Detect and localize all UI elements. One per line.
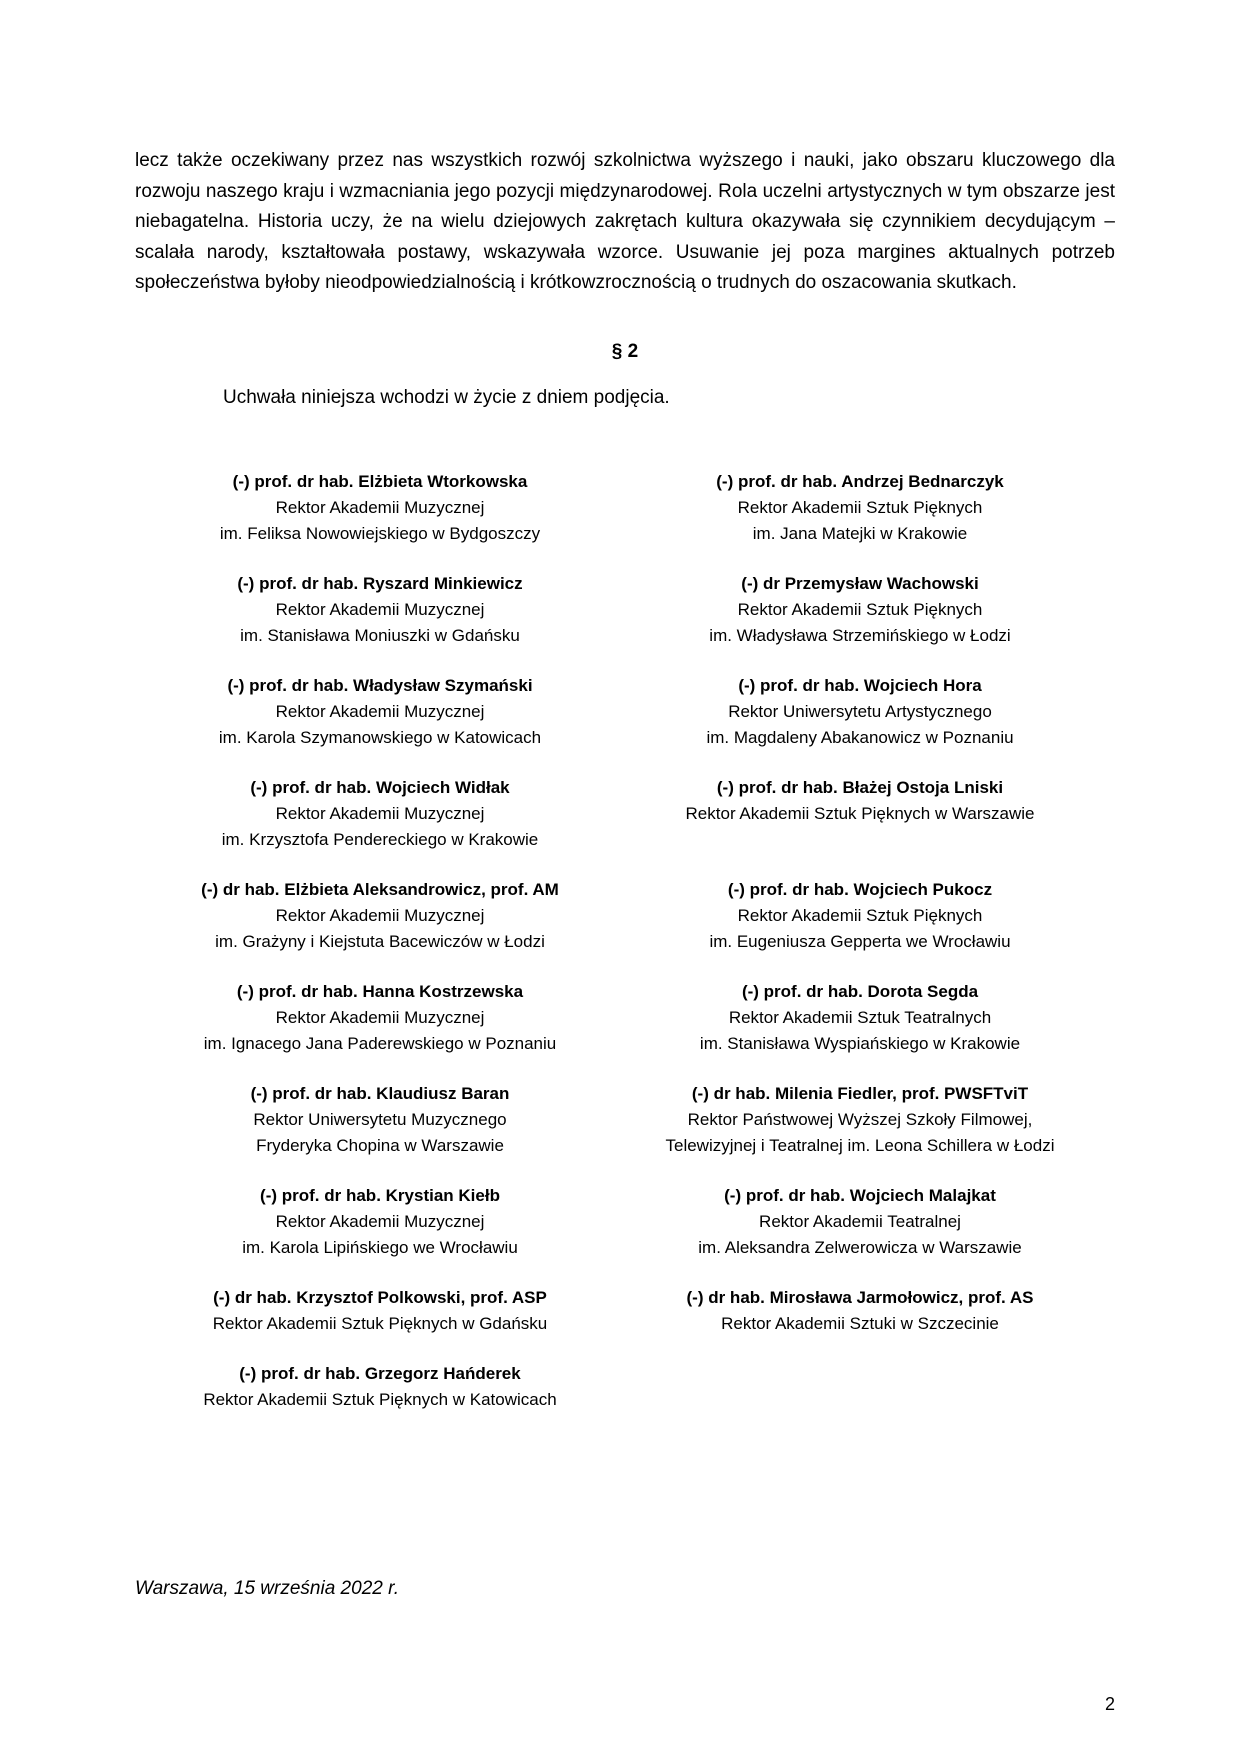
- signature-name: (-) prof. dr hab. Andrzej Bednarczyk: [716, 471, 1004, 491]
- signature-institution: im. Krzysztofa Pendereckiego w Krakowie: [221, 829, 539, 849]
- signature-title: Rektor Państwowej Wyższej Szkoły Filmowej,: [687, 1109, 1033, 1129]
- signature-institution: im. Stanisława Wyspiańskiego w Krakowie: [699, 1033, 1021, 1053]
- section-text: Uchwała niniejsza wchodzi w życie z dniem podjęcia.: [223, 386, 670, 408]
- signature-title: Rektor Akademii Teatralnej: [759, 1211, 961, 1231]
- signature-institution: im. Władysława Strzemińskiego w Łodzi: [709, 625, 1011, 645]
- signature-title: Rektor Uniwersytetu Artystycznego: [728, 701, 992, 721]
- signature-institution: im. Grażyny i Kiejstuta Bacewiczów w Łodzi: [215, 931, 545, 951]
- signature-block: [625, 571, 1115, 673]
- signature-title: Rektor Akademii Muzycznej: [275, 803, 485, 823]
- signature-block: [625, 979, 1115, 1081]
- signature-block: [625, 1285, 1115, 1361]
- signature-block: [135, 775, 625, 877]
- signature-institution: Telewizyjnej i Teatralnej im. Leona Schillera w Łodzi: [665, 1135, 1055, 1155]
- signature-institution: im. Eugeniusza Gepperta we Wrocławiu: [709, 931, 1011, 951]
- signature-title: Rektor Uniwersytetu Muzycznego: [253, 1109, 507, 1129]
- signature-name: (-) prof. dr hab. Wojciech Malajkat: [724, 1185, 996, 1205]
- signature-title: Rektor Akademii Sztuk Pięknych: [737, 497, 983, 517]
- signatures-grid: [135, 469, 1115, 1437]
- signature-name: (-) prof. dr hab. Dorota Segda: [741, 981, 979, 1001]
- signature-institution: im. Stanisława Moniuszki w Gdańsku: [240, 625, 520, 645]
- signature-institution: im. Jana Matejki w Krakowie: [752, 523, 968, 543]
- signature-block: [135, 571, 625, 673]
- signature-block: [135, 979, 625, 1081]
- signature-name: (-) prof. dr hab. Wojciech Pukocz: [727, 879, 993, 899]
- signature-title: Rektor Akademii Muzycznej: [275, 599, 485, 619]
- signature-name: (-) prof. dr hab. Hanna Kostrzewska: [236, 981, 524, 1001]
- signature-institution: Rektor Akademii Sztuki w Szczecinie: [721, 1313, 999, 1333]
- body-paragraph: lecz także oczekiwany przez nas wszystkich rozwój szkolnictwa wyższego i nauki, jako obszaru kluczowego dla rozwoju naszego kraju i wzmacniania jego pozycji międzynarodowej. Rola uczelni artystycznych w tym obszarze jest niebagatelna. Historia uczy, że na wielu dziejowych zakrętach kultura okazywała się czynnikiem decydującym – scalała narody, kształtowała postawy, wskazywała wzorce. Usuwanie jej poza margines aktualnych potrzeb społeczeństwa byłoby nieodpowiedzialnością i krótkowzrocznością o trudnych do oszacowania skutkach.: [135, 150, 1115, 293]
- signature-name: (-) prof. dr hab. Błażej Ostoja Lniski: [716, 777, 1004, 797]
- signature-institution: im. Karola Szymanowskiego w Katowicach: [218, 727, 542, 747]
- page-content: [135, 146, 1115, 1437]
- signature-block: [135, 1361, 625, 1437]
- signature-block: [625, 673, 1115, 775]
- signature-block: [625, 877, 1115, 979]
- signature-name: (-) dr hab. Elżbieta Aleksandrowicz, prof. AM: [201, 879, 559, 899]
- signature-block: [135, 877, 625, 979]
- page-number: 2: [1104, 1694, 1115, 1714]
- signature-name: (-) prof. dr hab. Krystian Kiełb: [260, 1185, 500, 1205]
- signature-name: (-) prof. dr hab. Władysław Szymański: [227, 675, 533, 695]
- signature-title: Rektor Akademii Muzycznej: [275, 497, 485, 517]
- signature-institution: Rektor Akademii Sztuk Pięknych w Gdańsku: [212, 1313, 548, 1333]
- section-heading: § 2: [611, 340, 639, 362]
- signature-title: Rektor Akademii Muzycznej: [275, 1211, 485, 1231]
- signature-title: Rektor Akademii Sztuk Pięknych: [737, 599, 983, 619]
- signature-title: Rektor Akademii Sztuk Teatralnych: [728, 1007, 992, 1027]
- signature-name: (-) dr Przemysław Wachowski: [741, 573, 979, 593]
- footer-date: Warszawa, 15 września 2022 r.: [135, 1578, 400, 1599]
- signature-name: (-) dr hab. Milenia Fiedler, prof. PWSFTviT: [691, 1083, 1029, 1103]
- signature-title: Rektor Akademii Muzycznej: [275, 701, 485, 721]
- signature-name: (-) dr hab. Mirosława Jarmołowicz, prof. AS: [686, 1287, 1034, 1307]
- signature-institution: Fryderyka Chopina w Warszawie: [256, 1135, 504, 1155]
- signature-block: [135, 469, 625, 571]
- signature-title: Rektor Akademii Muzycznej: [275, 905, 485, 925]
- signature-name: (-) dr hab. Krzysztof Polkowski, prof. ASP: [213, 1287, 547, 1307]
- signature-name: (-) prof. dr hab. Wojciech Hora: [738, 675, 982, 695]
- signature-institution: im. Karola Lipińskiego we Wrocławiu: [242, 1237, 518, 1257]
- signature-block: [135, 1081, 625, 1183]
- signature-block: [625, 775, 1115, 877]
- signature-name: (-) prof. dr hab. Wojciech Widłak: [250, 777, 510, 797]
- signature-block: [135, 1183, 625, 1285]
- signature-institution: im. Magdaleny Abakanowicz w Poznaniu: [706, 727, 1014, 747]
- signature-title: Rektor Akademii Muzycznej: [275, 1007, 485, 1027]
- signature-name: (-) prof. dr hab. Klaudiusz Baran: [250, 1083, 510, 1103]
- signature-title: Rektor Akademii Sztuk Pięknych: [737, 905, 983, 925]
- signature-institution: Rektor Akademii Sztuk Pięknych w Warszawie: [685, 803, 1035, 823]
- signature-institution: im. Ignacego Jana Paderewskiego w Poznaniu: [203, 1033, 557, 1053]
- signature-institution: im. Aleksandra Zelwerowicza w Warszawie: [698, 1237, 1022, 1257]
- signature-block: [625, 1183, 1115, 1285]
- signature-institution: im. Feliksa Nowowiejskiego w Bydgoszczy: [219, 523, 541, 543]
- signature-block: [625, 469, 1115, 571]
- signature-block: [135, 673, 625, 775]
- signature-block: [625, 1081, 1115, 1183]
- signature-name: (-) prof. dr hab. Elżbieta Wtorkowska: [232, 471, 528, 491]
- signature-name: (-) prof. dr hab. Ryszard Minkiewicz: [237, 573, 523, 593]
- signature-block: [135, 1285, 625, 1361]
- signature-name: (-) prof. dr hab. Grzegorz Hańderek: [239, 1363, 521, 1383]
- signature-institution: Rektor Akademii Sztuk Pięknych w Katowicach: [203, 1389, 557, 1409]
